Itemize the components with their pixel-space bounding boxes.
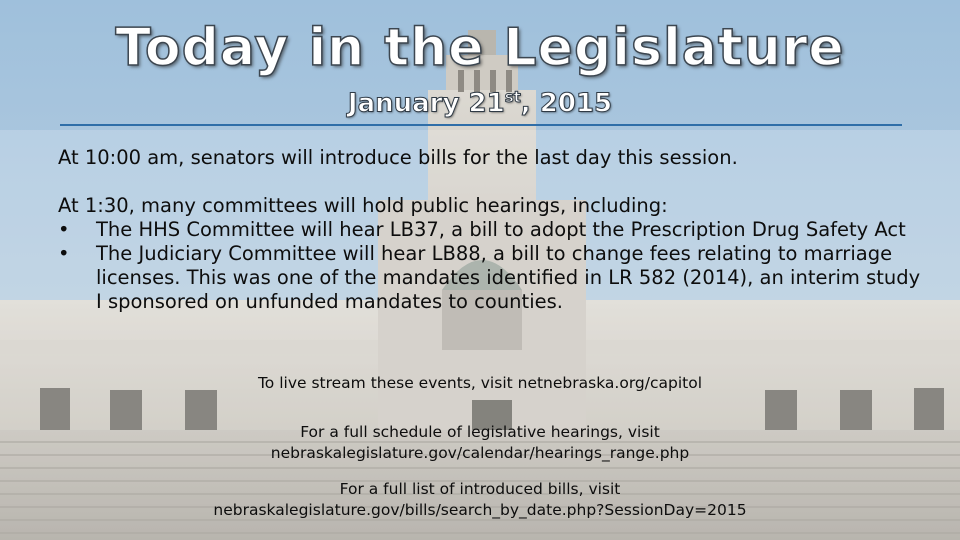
slide-date [0, 88, 960, 119]
intro-line: At 10:00 am, senators will introduce bills for the last day this session. [58, 146, 738, 169]
schedule-note [0, 422, 960, 464]
bullet-icon: • [58, 218, 70, 241]
schedule-line-1: For a full schedule of legislative hearings, visit [300, 423, 660, 441]
date-main: January 21 [347, 88, 505, 119]
schedule-url: nebraskalegislature.gov/calendar/hearings_range.php [270, 444, 690, 462]
bills-line-1: For a full list of introduced bills, visit [339, 480, 621, 498]
list-item [58, 218, 928, 242]
date-year: , 2015 [520, 88, 613, 119]
hearings-intro: At 1:30, many committees will hold public hearings, including: [58, 194, 668, 217]
bullet-text: The HHS Committee will hear LB37, a bill to adopt the Prescription Drug Safety Act [96, 218, 906, 241]
bills-note [0, 479, 960, 521]
slide-title: Today in the Legislature [115, 18, 845, 78]
list-item [58, 242, 928, 314]
bills-url: nebraskalegislature.gov/bills/search_by_date.php?SessionDay=2015 [213, 501, 747, 519]
bullet-text: The Judiciary Committee will hear LB88, a bill to change fees relating to marriage licenses. This was one of the mandates identified in LR 582 (2014), an interim study I sponsored on unfunded mandates to counties. [96, 242, 921, 313]
bullet-icon: • [58, 242, 70, 265]
hearings-list [58, 218, 928, 314]
title-divider [60, 124, 902, 126]
live-stream-note: To live stream these events, visit netnebraska.org/capitol [257, 374, 703, 392]
date-ordinal-suffix: st [504, 88, 521, 106]
